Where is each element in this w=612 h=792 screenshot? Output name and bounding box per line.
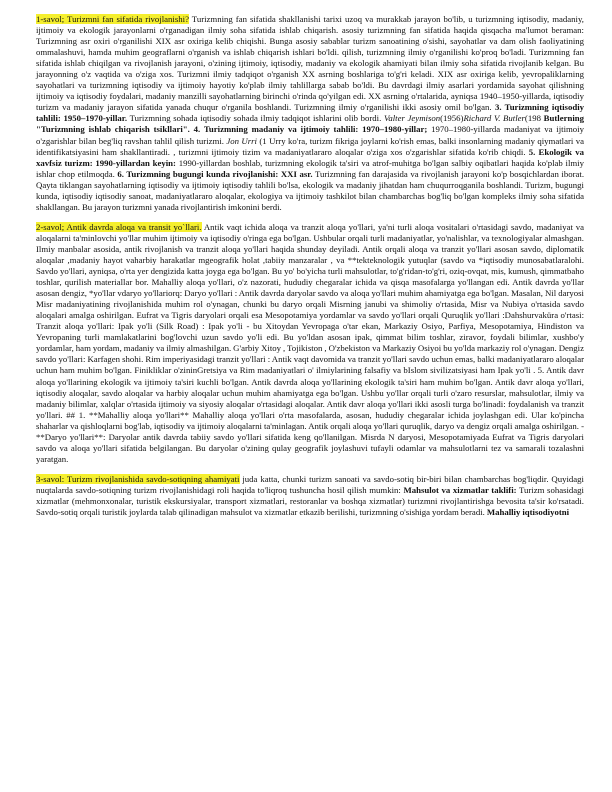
section-1-text: (1956) xyxy=(440,113,464,124)
section-3-subheading: Mahsulot va xizmatlar taklifi: xyxy=(403,484,517,495)
section-3-text: Turizm sohasidagi xizmatlar (mehmonxonalar, turistik ekskursiyalar, transport xizmatlari, restoranlar va boshqa xizmatlar) turizmni rivojlantirishga bevosita ta'sir ko'rsatadi. Savdo-sotiq orqali turistik joylarda talab qilinadigan mahsulot va xizmatlar etkazib berilishi, turizmning o'sishiga yordam beradi. xyxy=(36,484,584,518)
section-1-subheading-4: Butlerning "Turizmning ishlab chiqarish tsikllari". 4. Turizmning madaniy va ijtimoiy tahlili: 1970–1980-yillar; xyxy=(36,113,584,135)
section-3-text: juda katta, chunki turizm sanoati va savdo-sotiq bir-biri bilan chambarchas bog'liqdir. Quyidagi nuqtalarda savdo-sotiqning turizm rivojlanishidagi roli haqida to'liqroq tushuncha hosil qilish mumkin: xyxy=(36,473,584,495)
section-2-heading: 2-savol; Antik davrda aloqa va transit yo`llari. xyxy=(36,221,202,232)
section-1-text: Turizmning fan sifatida shakllanishi tarixi uzoq va murakkab jarayon bo'lib, u turizmning iqtisodiy, madaniy, ijtimoiy va ekologik jarayonlarni o'rganadigan ilmiy soha sifatida ishlab chiqarish. asosiy turizmning fan sifatida haqida qisqacha ma'lumot beraman: Turizmning asr oxiri o'rganilishi XIX asr oxiriga kelib chiqishi. Bunga asosiy sabablar turizm sanoatining o'sishi, sayohatlar va dam olish faoliyatining ommalashuvi, hamda muhim geograflarni o'rganish va ishlab chiqarish ishlari bo'ldi. qilish, turizmning ilmiy o'rganilishi ko'proq bo'ladi. Turizmning fan sifatida ishlab chiqilgan va rivojlanish jarayoni, o'zining ijtimoiy, iqtisodiy, madaniy va ekologik ahamiyati bilan ilmiy soha sifatida rivojlanib kelgan. Bu jarayonning o'z vaqtida va o'ziga xos. Turizmni ilmiy tadqiqot o'rganish XX asrning boshlariga to'g'ri keladi. XIX asr oxiriga kelib, yevropaliklarning sayohatlari va turizmning iqtisodiy va ijtimoiy hayotiy ko'plab ilmiy tahlillarga sabab bo'ldi. Bu davrdagi ilmiy asarlari yordamida sayohat qilishning ijtimoiy va iqtisodiy foydalari, madaniy manzilli sayohatlarning birinchi o'rinda qo'yilgan edi. XX asrning o'rtalarida, ayniqsa 1940–1950-yillarda, iqtisodiy turizm va madaniy jarayon sifatida yanada chuqur o'rganila boshlandi. Turizmning ilmiy o'rganilishi ikki asosiy omil bo'lgan. xyxy=(36,14,584,113)
author-name: Valter Jeymison xyxy=(383,113,441,124)
author-name: Jon Urri xyxy=(226,135,257,146)
section-1-subheading-5: 5. Ekologik va xavfsiz turizm: 1990-yillardan keyin: xyxy=(36,146,585,168)
section-2-paragraph xyxy=(36,222,584,465)
section-1-text: 1990-yillardan boshlab, turizmning ekologik ta'siri va atrof-muhitga bo'lgan salbiy oqibatlari haqida ko'plab ilmiy ishlar chop etilmoqda. xyxy=(36,157,584,179)
section-1-subheading-6: 6. Turizmning bugungi kunda rivojlanishi: XXI asr. xyxy=(117,168,313,179)
section-1-heading: 1-savol; Turizmni fan sifatida rivojlanishi? xyxy=(36,14,189,24)
section-3-subheading: Mahalliy iqtisodiyotni xyxy=(486,507,570,518)
section-1-text: Turizmning sohada iqtisodiy sohada ilmiy tadqiqot ishlarini olib bordi. xyxy=(127,113,384,124)
section-1-text: 1970–1980-yillarda madaniyat va ijtimoiy o'zgarishlar bilan beg'liq ravshan tahlil qilish turizmi. xyxy=(36,124,584,146)
section-2-text: Antik vaqt ichida aloqa va tranzit aloqa yo'llari, ya'ni turli aloqa vositalari o'rtasidagi savdo, madaniyat va aloqalarni ta'minlovchi yo'llar muhim ijtimoiy va iqtisodiy o'ringa ega bo'lgan. Ushbular orqali turli madaniyatlar, yo'nalishlar, va texnologiyalar almashgan. Ilmiy manbalar asosida, antik rivojlanish va tranzit aloqa yo'llari haqida shunday deyiladi. Antik orqali aloqa va tranzit yo'llari asosan savdo, diplomatik aloqalar ,madaniy hayot vaharbiy harakatlar mgeografik holat ,tabiiy manzaralar , va **tekteknologik yutuqlar (savdo va *iqtisodiy munosabatlaralohi. Savdo yo'llari, ayniqsa, o'rta yer dengizida katta joyga ega bo'lgan. Bu yo' bo'yicha turli mahsulotlar, to'g'ridan-to'g'ri, oziq-ovqat, mis, kumush, qimmatbaho toshlar, qurilish materiallar bor. Mahalliy aloqa yo'llari, o'z nazorati, hududiy chegaralar ichida va qisqa masofalarga yo'llangan edi. Antik davrda yo'llar asosan dengiz, *yo'llar vdaryo yo'llariorq: Daryo yo'llari : Antik davrda daryolar savdo va aloqa yo'llari muhim ahamiyatga ega bo'lgan. Masalan, Nil daryosi Misr madaniyatining rivojlanishida muhim rol o'ynagan, chunki bu daryo orqali Misrning janubi va shimoliy o'rtasida, Misr va Nubiya o'rtasida savdo aloqalari amalga oshirilgan. Eufrat va Tigris daryolari orqali esa Mesopotamiya yordamlar va savdo yo'llari orqali Quruqlik yo'llari :Dahshurvaküra o'rtasi: Tranzit aloqa yo'llari: Ipak yo'li (Silk Road) : Ipak yo'li - bu Xitoydan Yevropaga o'tar ekan, Markaziy Osiyo, Parfiya, Mesopotamiya, Hindiston va Yevropaning turli mamlakatlarini bog'lovchi uzun savdo yo'li edi. Bu yo'ldan asosan ipak, qimmat bilim toshlar, ziravor, foydali bilimlar, xushbo'y yordamlar, ham yordam, madaniy va ilmiy almashilgan. G'arbiy Xitoy , Tojikiston , O'zbekiston va Markaziy Osiyoi bu yo'lda markaziy rol o'ynagan. Dengiz savdo yo'llari: Karfagen shohi. Rim imperiyasidagi tranzit yo'llari : Antik vaqt davomida va tranzit yo'llari savdo uchun emas, balki madaniyatlararo aloqalar uchun ham muhim bo'lgan. Finikliklar o'zininGretsiya va Rim madaniyatlari o' ilmiylarining falsafiy va bIslom sivilizatsiyasi ham Ipak yo'li . 5. Antik davr aloqa yo'llarining ekologik va ijtimoiy ta'siri kuchli bo'lgan. Antik davrda aloqa yo'llarining ekologik ta'siri ham muhim bo'lgan. Antik davr aloqa yo'llari, iqtisodiy aloqalar, savdo aloqalar va harbiy aloqalar uchun muhim ahamiyatga ega bo'lgan. Ushbu yo'llar orqali turli o'zaro resurslar, mahsulotlar, ilmiy va madaniy bilimlar, xalqlar o'rtasida ijtimoiy va siyosiy aloqalar o'rtasidagi aloqalar. Antik davr aloqa yo'llari ikki asosli turga bo'linadi: foydalanish va tranzit yo'llari. ## 1. **Mahalliy aloqa yo'llari** Mahalliy aloqa yo'llari o'rta masofalarda, asosan, hududiy chegaralar ichida joylashgan edi. Ular ko'pincha shaharlar va qishloqlarni bog'lab, iqtisodiy va ijtimoiy aloqalarni ta'minlagan. Antik orqali aloqa yo'llari quruqlik, daryo va dengiz orqali amalga oshirilgan. - **Daryo yo'llari**: Daryolar antik davrda tabiiy savdo yo'llari sifatida keng qo'llanilgan. Misrda N daryosi, Mesopotamiyada Eufrat va Tigris daryolari savdo va aloqa yo'llari sifatida belgilangan. Bu daryolar o'zining qulay geografik joylashuvi tufayli odamlar va mahsulotlarni tez va samarali tozalashni yaratgan. xyxy=(36,221,585,464)
section-1-text: (198 xyxy=(524,113,544,124)
section-3-heading: 3-savol: Turizm rivojlanishida savdo-sotiqning ahamiyati xyxy=(36,473,240,484)
section-1-text: (1 Urry ko'ra, turizm fikriga joylarni ko'rish emas, balki insonlarning madaniy qiymatlari va identifikatsiyasini ham shakllantiradi. , turizmni ijtimoiy tizim va madaniyatlararo aloqalar o'ziga xos o'zgarishlar sifatida ko'rib chiqdi. xyxy=(36,135,584,157)
section-1-text: Turizmning fan darajasida va rivojlanish jarayoni ko'p bosqichlardan iborat. Qayta tiklangan sayohatlarning iqtisodiy va ijtimoiy iqtisodiy tahlili bo'lsa, ekologik va madaniy jihatdan ham chuqurroqganila boshlandi. Turizm, bugungi kunda, iqtisodiy iqtisodiy sanoat, madaniyatlararo aloqalar, ekologiya va ijtimoiy tashkilot bilan chambarchas bog'liq bo'lgan kompleks ilmiy soha sifatida shakllangan. Bu jarayon turizmni yanada rivojlantirish imkonini berdi. xyxy=(36,168,585,212)
author-name: Richard V. Butler xyxy=(463,113,525,124)
section-3-paragraph xyxy=(36,474,584,518)
section-1-subheading-3: 3. Turizmning iqtisodiy tahlili: 1950–1970-yillar. xyxy=(36,102,584,124)
section-1-paragraph xyxy=(36,14,584,213)
